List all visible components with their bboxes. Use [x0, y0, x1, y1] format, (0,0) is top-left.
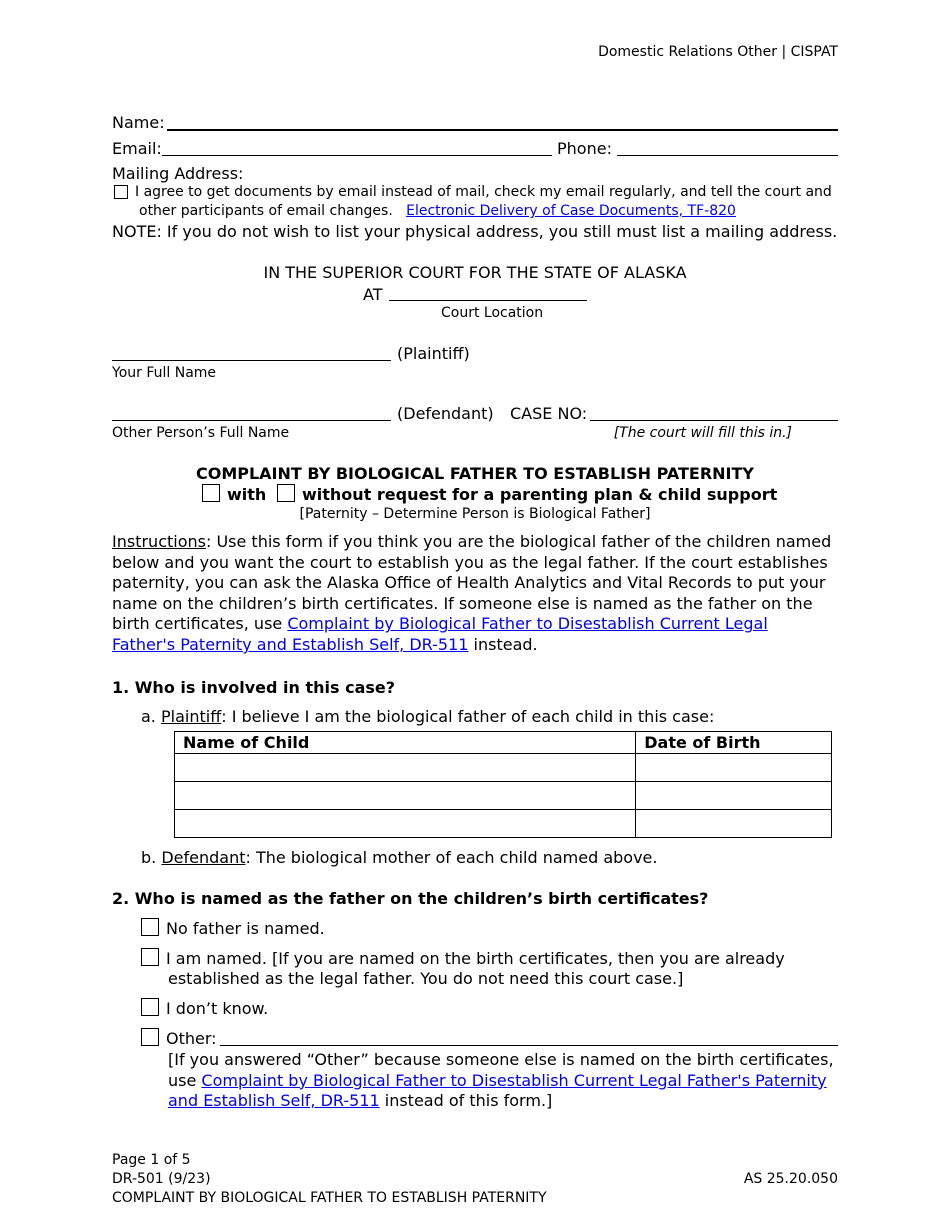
instructions-label: Instructions	[112, 532, 206, 551]
no-father-checkbox[interactable]	[141, 918, 159, 936]
page-number: Page 1 of 5	[112, 1152, 191, 1168]
children-table	[174, 731, 832, 838]
name-field[interactable]	[167, 129, 838, 131]
name-label: Name:	[112, 113, 165, 132]
dr-511-link-2[interactable]: Complaint by Biological Father to Disestablish Current Legal Father's Paternity and Establish Self, DR-511	[168, 1070, 827, 1111]
column-header-child-name: Name of Child	[175, 732, 636, 754]
court-location-field[interactable]	[389, 300, 587, 301]
other-checkbox[interactable]	[141, 1028, 159, 1046]
case-number-field[interactable]	[590, 420, 838, 421]
without-label: without request for a parenting plan & child support	[302, 485, 778, 504]
other-field[interactable]	[220, 1045, 838, 1046]
instructions-paragraph: Instructions: Use this form if you think you are the biological father of the children named below and you want the court to establish you as the legal father. If the court establishes paternity, you can ask the Alaska Office of Health Analytics and Vital Records to put your name on the children’s birth certificates. If someone else is named as the father on the birth certificates, use Complaint by Biological Father to Disestablish Current Legal Father's Paternity and Establish Self, DR-511 instead.	[112, 532, 832, 654]
defendant-name-field[interactable]	[112, 420, 391, 421]
birth-date-cell[interactable]	[636, 782, 832, 810]
defendant-label: (Defendant)	[397, 404, 494, 423]
plaintiff-name-field[interactable]	[112, 360, 391, 361]
form-number: DR-501 (9/23)	[112, 1171, 211, 1187]
table-row	[175, 810, 832, 838]
dr-511-link[interactable]: Complaint by Biological Father to Disestablish Current Legal Father's Paternity and Establish Self, DR-511	[112, 614, 768, 654]
email-consent-text-1: I agree to get documents by email instead of mail, check my email regularly, and tell the court and	[135, 184, 832, 200]
mailing-address-label: Mailing Address:	[112, 164, 244, 183]
i-am-named-checkbox[interactable]	[141, 948, 159, 966]
section-1-heading: 1. Who is involved in this case?	[112, 678, 396, 697]
footer-title: COMPLAINT BY BIOLOGICAL FATHER TO ESTABLISH PATERNITY	[112, 1190, 547, 1206]
birth-date-cell[interactable]	[636, 754, 832, 782]
email-consent-text-2: other participants of email changes. Electronic Delivery of Case Documents, TF-820	[139, 203, 736, 219]
table-row	[175, 782, 832, 810]
email-field[interactable]	[162, 155, 552, 156]
email-label: Email:	[112, 139, 162, 158]
i-am-named-note: established as the legal father. You do not need this court case.]	[168, 969, 684, 988]
birth-date-cell[interactable]	[636, 810, 832, 838]
defendant-caption: Other Person’s Full Name	[112, 425, 290, 441]
dont-know-label: I don’t know.	[166, 999, 269, 1018]
plaintiff-caption: Your Full Name	[112, 365, 217, 381]
court-title: IN THE SUPERIOR COURT FOR THE STATE OF ALASKA	[263, 263, 687, 282]
child-name-cell[interactable]	[175, 754, 636, 782]
dont-know-checkbox[interactable]	[141, 998, 159, 1016]
electronic-delivery-link[interactable]: Electronic Delivery of Case Documents, TF-820	[406, 203, 736, 219]
column-header-birth-date: Date of Birth	[636, 732, 832, 754]
plaintiff-label: (Plaintiff)	[397, 344, 470, 363]
address-note: NOTE: If you do not wish to list your physical address, you still must list a mailing address.	[112, 222, 838, 241]
other-label: Other:	[166, 1029, 217, 1048]
court-fill-note: [The court will fill this in.]	[613, 425, 792, 441]
defendant-statement: b. Defendant: The biological mother of each child named above.	[141, 848, 658, 867]
case-number-label: CASE NO:	[510, 404, 588, 423]
table-header-row	[175, 732, 832, 754]
with-label: with	[227, 485, 267, 504]
phone-field[interactable]	[617, 155, 838, 156]
case-category: Domestic Relations Other | CISPAT	[598, 44, 838, 60]
child-name-cell[interactable]	[175, 782, 636, 810]
court-at-label: AT	[363, 285, 383, 304]
without-request-checkbox[interactable]	[277, 484, 295, 502]
phone-label: Phone:	[557, 139, 612, 158]
form-title: COMPLAINT BY BIOLOGICAL FATHER TO ESTABLISH PATERNITY	[195, 464, 754, 483]
table-row	[175, 754, 832, 782]
with-request-checkbox[interactable]	[202, 484, 220, 502]
email-consent-checkbox[interactable]	[114, 185, 128, 199]
form-subtitle: [Paternity – Determine Person is Biological Father]	[299, 506, 651, 522]
section-2-heading: 2. Who is named as the father on the children’s birth certificates?	[112, 889, 709, 908]
other-note: [If you answered “Other” because someone else is named on the birth certificates, use Complaint by Biological Father to Disestablish Current Legal Father's Paternity and Establish Self, DR-511 instead of this form.]	[168, 1050, 834, 1111]
no-father-label: No father is named.	[166, 919, 325, 938]
plaintiff-statement: a. Plaintiff: I believe I am the biological father of each child in this case:	[141, 707, 715, 726]
court-location-caption: Court Location	[441, 305, 544, 321]
statute-reference: AS 25.20.050	[743, 1171, 838, 1187]
i-am-named-label: I am named. [If you are named on the birth certificates, then you are already	[166, 949, 785, 968]
child-name-cell[interactable]	[175, 810, 636, 838]
